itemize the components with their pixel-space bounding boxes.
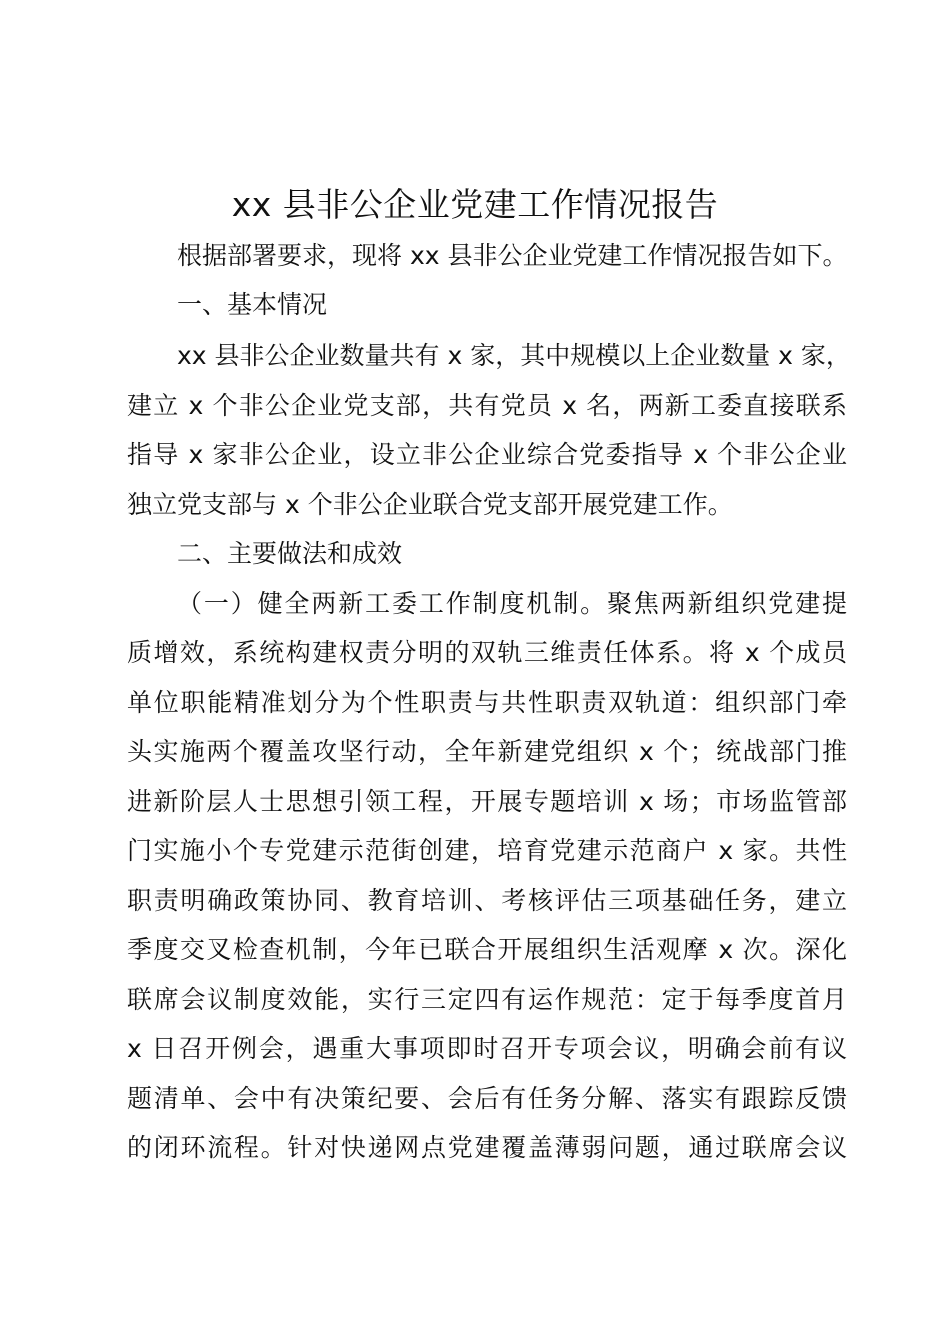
section-heading: 一、基本情况 <box>177 290 328 319</box>
paragraph-line: 职责明确政策协同、教育培训、考核评估三项基础任务，建立 <box>127 886 847 915</box>
paragraph-line: 根据部署要求，现将 xx 县非公企业党建工作情况报告如下。 <box>177 241 848 270</box>
paragraph-line: 季度交叉检查机制，今年已联合开展组织生活观摩 x 次。深化 <box>127 935 847 964</box>
paragraph-line: 的闭环流程。针对快递网点党建覆盖薄弱问题，通过联席会议 <box>127 1133 847 1162</box>
paragraph-line: 联席会议制度效能，实行三定四有运作规范：定于每季度首月 <box>127 985 847 1014</box>
paragraph-line: 独立党支部与 x 个非公企业联合党支部开展党建工作。 <box>127 490 733 519</box>
paragraph-line: 质增效，系统构建权责分明的双轨三维责任体系。将 x 个成员 <box>127 638 847 667</box>
paragraph-line: 题清单、会中有决策纪要、会后有任务分解、落实有跟踪反馈 <box>127 1084 847 1113</box>
paragraph-line: xx 县非公企业数量共有 x 家，其中规模以上企业数量 x 家， <box>177 341 851 370</box>
paragraph-line: x 日召开例会，遇重大事项即时召开专项会议，明确会前有议 <box>127 1034 847 1063</box>
paragraph-line: 进新阶层人士思想引领工程，开展专题培训 x 场；市场监管部 <box>127 787 847 816</box>
section-heading: 二、主要做法和成效 <box>177 539 403 568</box>
paragraph-line: 头实施两个覆盖攻坚行动，全年新建党组织 x 个；统战部门推 <box>127 737 847 766</box>
paragraph-line: 指导 x 家非公企业，设立非公企业综合党委指导 x 个非公企业 <box>127 440 847 469</box>
paragraph-line: 单位职能精准划分为个性职责与共性职责双轨道：组织部门牵 <box>127 688 847 717</box>
paragraph-line: 门实施小个专党建示范街创建，培育党建示范商户 x 家。共性 <box>127 836 847 865</box>
paragraph-line: （一）健全两新工委工作制度机制。聚焦两新组织党建提 <box>177 589 847 618</box>
paragraph-line: 建立 x 个非公企业党支部，共有党员 x 名，两新工委直接联系 <box>127 391 847 420</box>
document-title: xx 县非公企业党建工作情况报告 <box>231 185 719 224</box>
